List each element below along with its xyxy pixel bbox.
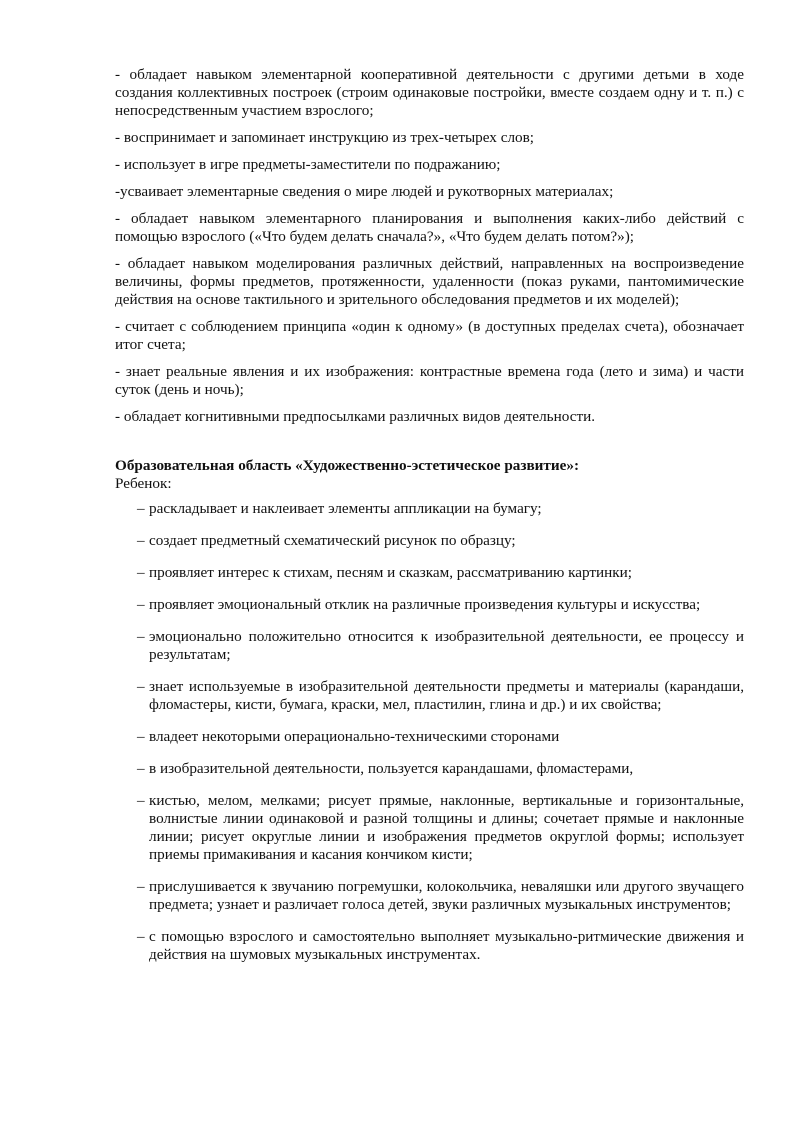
- list-item-text: кистью, мелом, мелками; рисует прямые, наклонные, вертикальные и горизонтальные, волнистые линии одинаковой и разной толщины и длины; сочетает прямые и наклонные линии; рисует округлые линии и изображения предметов округлой формы; использует приемы примакивания и касания кончиком кисти;: [149, 792, 744, 863]
- list-item-text: владеет некоторыми операционально-техническими сторонами: [149, 728, 560, 745]
- list-item: [115, 760, 744, 778]
- section-heading: Образовательная область «Художественно-эстетическое развитие»:: [115, 457, 580, 474]
- document-page: [115, 66, 744, 978]
- list-item: [115, 928, 744, 964]
- list-item: [115, 628, 744, 664]
- paragraph-counting: - считает с соблюдением принципа «один к одному» (в доступных пределах счета), обозначает итог счета;: [115, 318, 744, 353]
- list-item-text: прислушивается к звучанию погремушки, колокольчика, неваляшки или другого звучащего предмета; узнает и различает голоса детей, звуки различных музыкальных инструментов;: [149, 878, 744, 913]
- paragraph-seasons: - знает реальные явления и их изображения: контрастные времена года (лето и зима) и части суток (день и ночь);: [115, 363, 744, 398]
- dash-marker: –: [137, 792, 145, 809]
- list-item-text: раскладывает и наклеивает элементы аппликации на бумагу;: [149, 500, 542, 517]
- list-item-text: проявляет эмоциональный отклик на различные произведения культуры и искусства;: [149, 596, 701, 613]
- dash-marker: –: [137, 596, 145, 613]
- dash-marker: –: [137, 760, 145, 777]
- list-item: [115, 564, 744, 582]
- list-item: [115, 500, 744, 518]
- list-item: [115, 728, 744, 746]
- list-item-text: эмоционально положительно относится к изобразительной деятельности, ее процессу и результатам;: [149, 628, 744, 663]
- list-item: [115, 792, 744, 864]
- paragraph-cognitive: - обладает когнитивными предпосылками различных видов деятельности.: [115, 408, 596, 425]
- dash-marker: –: [137, 532, 145, 549]
- paragraph-cooperative: - обладает навыком элементарной кооперативной деятельности с другими детьми в ходе создания коллективных построек (строим одинаковые постройки, вместе создаем одну и т. п.) с непосредственным участием взрослого;: [115, 66, 744, 119]
- list-item: [115, 596, 744, 614]
- dash-marker: –: [137, 928, 145, 945]
- list-item: [115, 532, 744, 550]
- paragraph-world-knowledge: -усваивает элементарные сведения о мире людей и рукотворных материалах;: [115, 183, 614, 200]
- list-item-text: с помощью взрослого и самостоятельно выполняет музыкально-ритмические движения и действия на шумовых музыкальных инструментах.: [149, 928, 744, 963]
- list-item-text: создает предметный схематический рисунок по образцу;: [149, 532, 516, 549]
- paragraph-modeling: - обладает навыком моделирования различных действий, направленных на воспроизведение величины, формы предметов, протяженности, удаленности (показ руками, пантомимические действия на основе тактильного и зрительного обследования предметов и их моделей);: [115, 255, 744, 308]
- paragraph-instructions: - воспринимает и запоминает инструкцию из трех-четырех слов;: [115, 129, 535, 146]
- child-label: Ребенок:: [115, 475, 172, 492]
- dash-marker: –: [137, 678, 145, 695]
- paragraph-planning: - обладает навыком элементарного планирования и выполнения каких-либо действий с помощью взрослого («Что будем делать сначала?», «Что будем делать потом?»);: [115, 210, 744, 245]
- list-item-text: в изобразительной деятельности, пользуется карандашами, фломастерами,: [149, 760, 634, 777]
- list-item-text: знает используемые в изобразительной деятельности предметы и материалы (карандаши, фломастеры, кисти, бумага, краски, мел, пластилин, глина и др.) и их свойства;: [149, 678, 744, 713]
- list-item: [115, 678, 744, 714]
- dash-marker: –: [137, 500, 145, 517]
- paragraph-substitutes: - использует в игре предметы-заместители по подражанию;: [115, 156, 501, 173]
- dash-marker: –: [137, 728, 145, 745]
- list-item-text: проявляет интерес к стихам, песням и сказкам, рассматриванию картинки;: [149, 564, 633, 581]
- list-item: [115, 878, 744, 914]
- dash-marker: –: [137, 878, 145, 895]
- skills-list: [115, 500, 744, 964]
- dash-marker: –: [137, 628, 145, 645]
- dash-marker: –: [137, 564, 145, 581]
